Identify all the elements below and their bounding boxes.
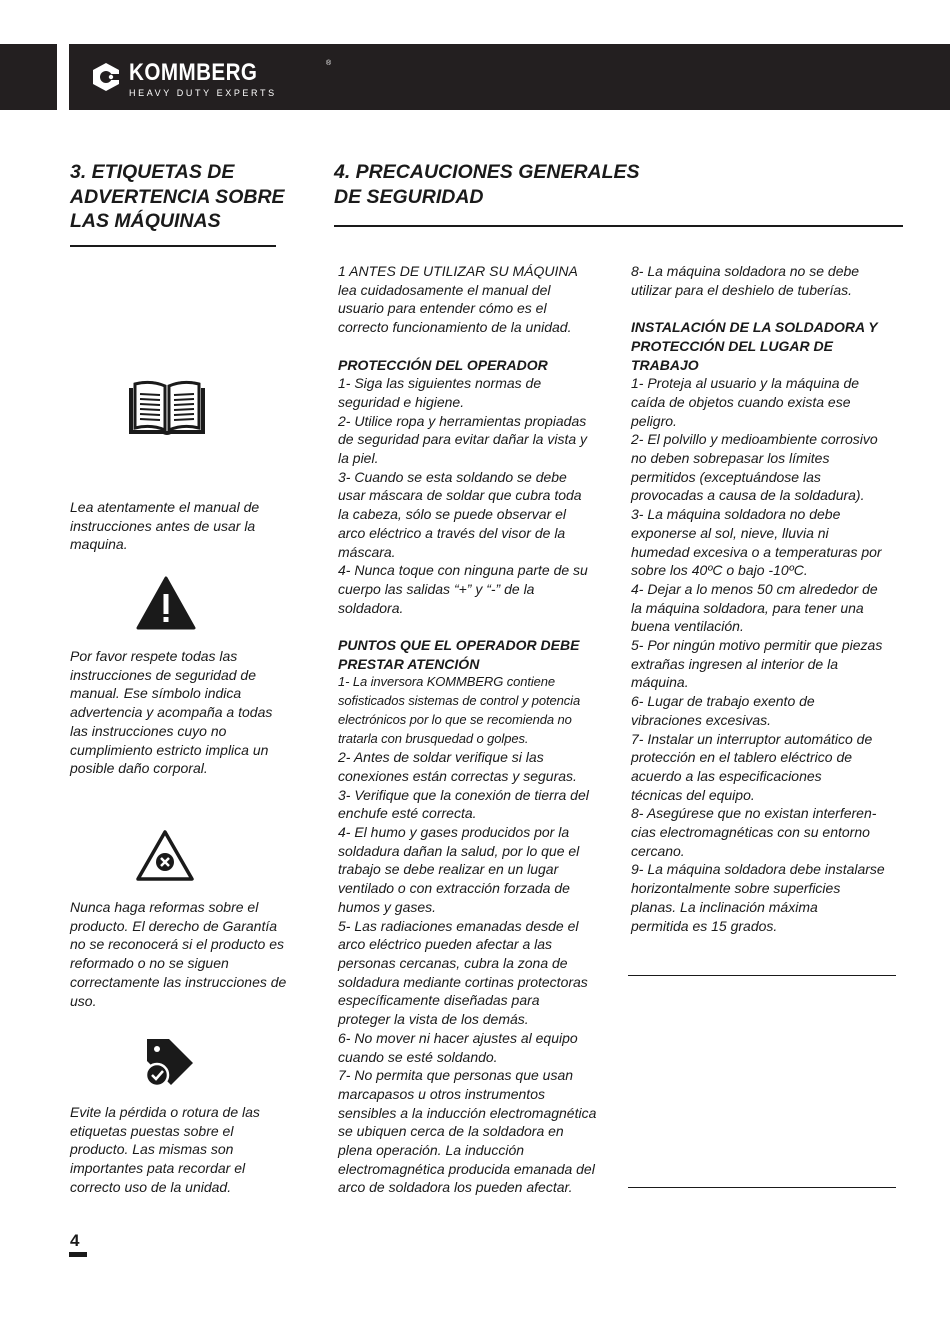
subheading-operator-attention: PUNTOS QUE EL OPERADOR DEBE [338, 637, 580, 654]
brand-name: KOMMBERG [129, 59, 258, 86]
section4-rule [334, 225, 903, 227]
subheading-installation: INSTALACIÓN DE LA SOLDADORA Y [631, 319, 878, 336]
header-bar [69, 44, 950, 110]
label-icon-label: Evite la pérdida o rotura de las etiquetas puestas sobre el producto. Las mismas son importantes pata recordar el correcto uso de la unidad. [70, 1104, 260, 1195]
page-number: 4 [70, 1231, 80, 1250]
prohibited-icon-label: Nunca haga reformas sobre el producto. El derecho de Garantía no se reconocerá si el producto es reformado o no se siguen correctamente las instrucciones de uso. [70, 899, 287, 1009]
header-side-block [0, 44, 57, 110]
brand-tagline: HEAVY DUTY EXPERTS [129, 88, 277, 98]
column2-divider-bottom [628, 1187, 896, 1188]
label-check-icon [143, 1035, 197, 1089]
section4-title: 4. PRECAUCIONES GENERALES DE SEGURIDAD [334, 161, 640, 208]
warning-triangle-icon [136, 576, 196, 630]
precautions-column-1: 1 ANTES DE UTILIZAR SU MÁQUINA lea cuidadosamente el manual del usuario para entender cómo es el correcto funcionamiento de la unidad. PROTECCIÓN DEL OPERADOR 1- Siga las siguientes normas de seguridad e higiene. 2- Utilice ropa y herramientas propiadas de seguridad para evitar dañar la vista y la piel. 3- Cuando se esta soldando se debe usar máscara de soldar que cubra toda la cabeza, sólo se puede observar el arco eléctrico a través del visor de la máscara. 4- Nunca toque con ninguna parte de su cuerpo las salidas “+” y “-” de la soldadora. PUNTOS QUE EL OPERADOR DEBE PRESTAR ATENCIÓN 1- La inversora KOMMBERG contiene sofisticados sistemas de control y potencia electrónicos por lo que se recomienda no tratarla con brusquedad o golpes. 2- Antes de soldar verifique si las conexiones están correctas y seguras. 3- Verifique que la conexión de tierra del enchufe esté correcta. 4- El humo y gases producidos por la soldadura dañan la salud, por lo que el trabajo se debe realizar en un lugar ventilado o con extracción forzada de humos y gases. 5- Las radiaciones emanadas desde el arco eléctrico pueden afectar a las personas cercanas, cubra la zona de soldadura mediante cortinas protectoras específicamente diseñadas para proteger la vista de los demás. 6- No mover ni hacer ajustes al equipo cuando se esté soldando. 7- No permita que personas que usan marcapasos u otros instrumentos sensibles a la inducción electromagnética se ubiquen cerca de la soldadora en plena operación. La inducción electromagnética producida emanada del arco de soldadora los pueden afectar. [338, 262, 618, 1197]
warning-icon-label: Por favor respete todas las instrucciones de seguridad de manual. Ese símbolo indica advertencia y acompaña a todas las instrucciones cuyo no cumplimiento estricto implica un posible daño corporal. [70, 648, 273, 777]
subheading-operator-protection: PROTECCIÓN DEL OPERADOR [338, 356, 548, 373]
section3-rule [70, 245, 276, 247]
precautions-column-2: 8- La máquina soldadora no se debe utilizar para el deshielo de tuberías. INSTALACIÓN DE LA SOLDADORA Y PROTECCIÓN DEL LUGAR DE TRABAJO 1- Proteja al usuario y la máquina de caída de objetos cuando exista ese peligro. 2- El polvillo y medioambiente corrosivo no deben sobrepasar los límites permitidos (exceptuándose las provocadas a causa de la soldadura). 3- La máquina soldadora no debe exponerse al sol, nieve, lluvia ni humedad excesiva o a temperaturas por sobre los 40ºC o bajo -10ºC. 4- Dejar a lo menos 50 cm alrededor de la máquina soldadora, para tener una buena ventilación. 5- Por ningún motivo permitir que piezas extrañas ingresen al interior de la máquina. 6- Lugar de trabajo exento de vibraciones excesivas. 7- Instalar un interruptor automático de protección en el tablero eléctrico de acuerdo a las especificaciones técnicas del equipo. 8- Asegúrese que no existan interferen- cias electromagnéticas con su entorno cercano. 9- La máquina soldadora debe instalarse horizontalmente sobre superficies planas. La inclinación máxima permitida es 15 grados. [631, 262, 916, 935]
open-book-icon [125, 380, 209, 442]
kommberg-logo-icon [91, 62, 121, 92]
section3-title: 3. ETIQUETAS DE ADVERTENCIA SOBRE LAS MÁQUINAS [70, 161, 285, 232]
brand-logo [91, 59, 332, 100]
column2-divider-top [628, 975, 896, 976]
book-icon-label: Lea atentamente el manual de instrucciones antes de usar la maquina. [70, 499, 260, 553]
registered-mark: ® [326, 60, 332, 67]
prohibited-triangle-icon [135, 828, 195, 882]
page-number-bar [69, 1252, 87, 1257]
